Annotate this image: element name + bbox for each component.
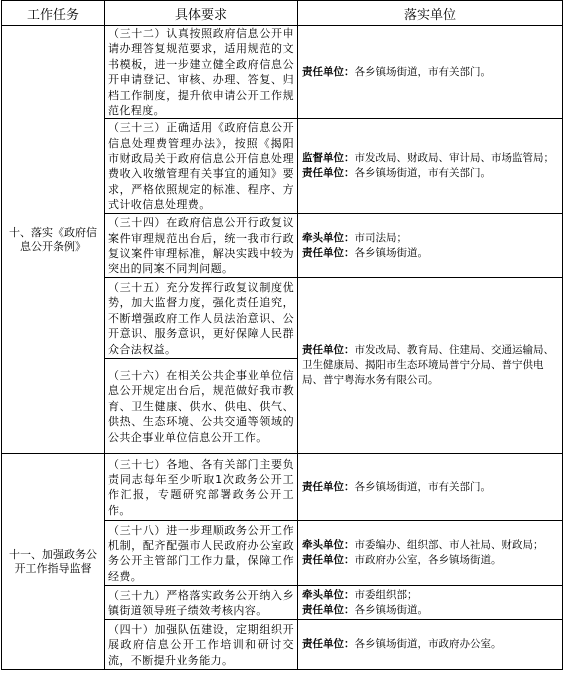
requirement-cell: （三十八）进一步理顺政务公开工作机制，配齐配强市人民政府办公室政务公开主管部门工作力量，保障工作经费。 <box>105 521 298 586</box>
unit-line <box>302 151 558 166</box>
task-cell: 十一、加强政务公开工作指导监督 <box>2 454 105 670</box>
unit-line <box>302 480 558 495</box>
unit-label: 责任单位： <box>302 603 355 616</box>
unit-line <box>302 343 558 388</box>
unit-line <box>302 65 558 80</box>
unit-text: 各乡镇场街道，市有关部门。 <box>354 65 491 78</box>
requirement-cell: （三十三）正确适用《政府信息公开信息处理费管理办法》，按照《揭阳市财政局关于政府信息公开信息处理费收入收缴管理有关事宜的通知》要求，严格依照规定的标准、程序、方式计收信息处理费。 <box>105 119 298 214</box>
unit-text: 各乡镇场街道，市政府办公室。 <box>354 638 502 651</box>
header-task: 工作任务 <box>2 1 105 26</box>
table-row <box>2 26 563 119</box>
requirement-cell: （三十五）充分发挥行政复议制度优势，加大监督力度，强化责任追究，不断增强政府工作人员法治意识、公开意识、服务意识，更好保障人民群众合法权益。 <box>105 278 298 359</box>
unit-label: 牵头单位： <box>302 231 355 244</box>
unit-text: 各乡镇场街道，市有关部门。 <box>354 480 491 493</box>
requirement-cell: （四十）加强队伍建设，定期组织开展政府信息公开工作培训和研讨交流，不断提升业务能力。 <box>105 620 298 670</box>
table-header-row <box>2 1 563 26</box>
unit-label: 责任单位： <box>302 65 355 78</box>
unit-line <box>302 166 558 181</box>
unit-text: 市委组织部； <box>354 588 418 601</box>
unit-line <box>302 588 558 603</box>
unit-text: 市委编办、组织部、市人社局、财政局； <box>354 539 544 552</box>
unit-text: 各乡镇场街道，市有关部门。 <box>354 167 491 180</box>
requirement-cell: （三十二）认真按照政府信息公开申请办理答复规范要求，适用规范的文书模板，进一步建立健全政府信息公开申请登记、审核、办理、答复、归档工作制度，提升依申请公开工作规范化程度。 <box>105 26 298 119</box>
unit-label: 责任单位： <box>302 638 355 651</box>
unit-line <box>302 637 558 652</box>
unit-label: 责任单位： <box>302 480 355 493</box>
unit-label: 监督单位： <box>302 152 355 165</box>
unit-cell <box>298 620 563 670</box>
unit-label: 牵头单位： <box>302 588 355 601</box>
unit-line <box>302 553 558 568</box>
unit-line <box>302 603 558 618</box>
unit-cell <box>298 454 563 521</box>
header-unit: 落实单位 <box>298 1 563 26</box>
unit-cell <box>298 119 563 214</box>
unit-text: 市司法局； <box>354 231 407 244</box>
requirement-cell: （三十七）各地、各有关部门主要负责同志每年至少听取1次政务公开工作汇报，专题研究部署政务公开工作。 <box>105 454 298 521</box>
table-row <box>2 454 563 521</box>
unit-text: 各乡镇场街道。 <box>354 246 428 259</box>
unit-cell <box>298 521 563 586</box>
unit-label: 牵头单位： <box>302 539 355 552</box>
requirement-cell: （三十九）严格落实政务公开纳入乡镇街道领导班子绩效考核内容。 <box>105 586 298 620</box>
unit-line <box>302 231 558 246</box>
unit-line <box>302 538 558 553</box>
unit-cell <box>298 26 563 119</box>
unit-cell <box>298 278 563 454</box>
unit-cell <box>298 214 563 278</box>
unit-label: 责任单位： <box>302 344 355 357</box>
task-cell: 十、落实《政府信息公开条例》 <box>2 26 105 454</box>
unit-cell <box>298 586 563 620</box>
header-requirement: 具体要求 <box>105 1 298 26</box>
task-table <box>1 0 563 670</box>
unit-label: 责任单位： <box>302 554 355 567</box>
unit-line <box>302 246 558 261</box>
unit-text: 市政府办公室，各乡镇场街道。 <box>354 554 502 567</box>
requirement-cell: （三十六）在相关公共企事业单位信息公开规定出台后，规范做好我市教育、卫生健康、供水、供电、供气、供热、生态环境、公共交通等领域的公共企事业单位信息公开工作。 <box>105 359 298 454</box>
unit-label: 责任单位： <box>302 167 355 180</box>
unit-label: 责任单位： <box>302 246 355 259</box>
requirement-cell: （三十四）在政府信息公开行政复议案件审理规范出台后，统一我市行政复议案件审理标准，解决实践中较为突出的同案不同判问题。 <box>105 214 298 278</box>
unit-text: 市发改局、教育局、住建局、交通运输局、卫生健康局、揭阳市生态环境局普宁分局、普宁供电局、普宁粤海水务有限公司。 <box>302 344 554 387</box>
unit-text: 市发改局、财政局、审计局、市场监管局； <box>354 152 554 165</box>
unit-text: 各乡镇场街道。 <box>354 603 428 616</box>
